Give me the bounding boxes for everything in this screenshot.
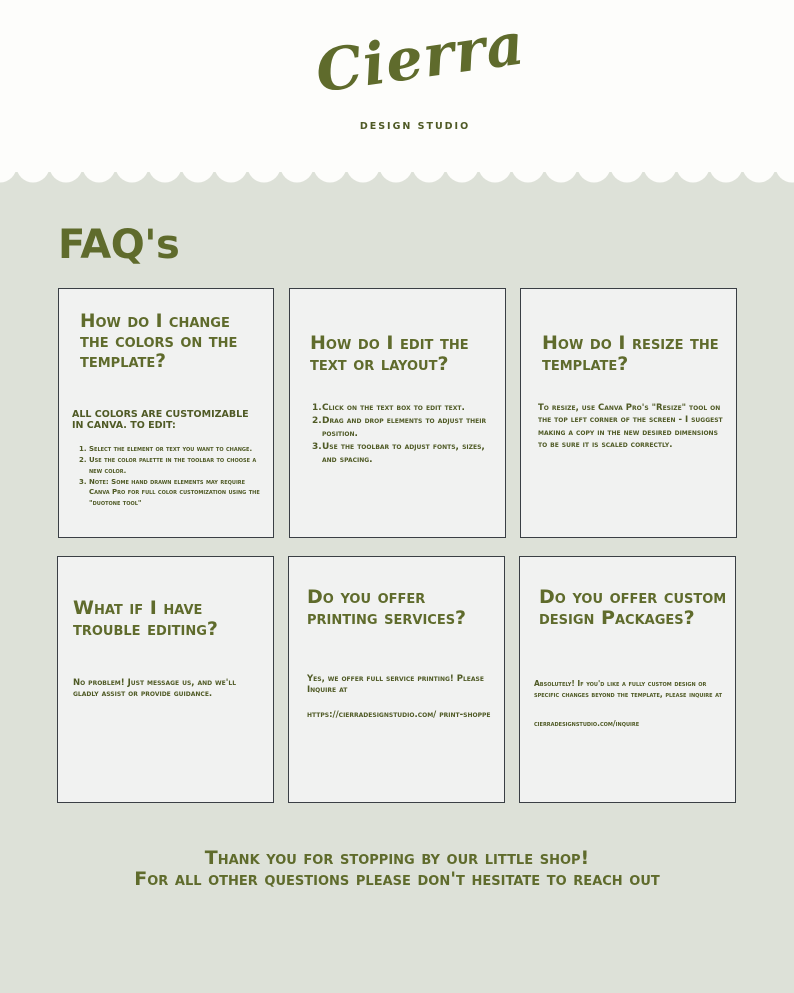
inquire-link[interactable]: cierradesignstudio.com/inquire <box>534 719 640 728</box>
scallop <box>347 166 380 183</box>
scallop <box>776 166 794 183</box>
faq-steps <box>312 402 500 467</box>
faq-question: What if I have trouble editing? <box>73 597 218 640</box>
print-shop-link[interactable]: https://cierradesignstudio.com/ print-shoppe <box>307 710 491 720</box>
faq-card-custom <box>519 556 736 803</box>
scallop <box>0 166 17 183</box>
faq-card-trouble <box>57 556 274 803</box>
brand-subtitle: DESIGN STUDIO <box>359 121 471 132</box>
scallop <box>644 166 677 183</box>
faq-card-printing <box>288 556 505 803</box>
faq-question: How do I edit the text or layout? <box>310 332 469 375</box>
faq-step: 3. Use the toolbar to adjust fonts, sizes, and spacing. <box>312 442 485 466</box>
faq-answer: Yes, we offer full service printing! Please Inquire at <box>307 674 484 696</box>
scallop <box>446 166 479 183</box>
scallop <box>182 166 215 183</box>
scallop <box>248 166 281 183</box>
scallop <box>413 166 446 183</box>
faq-card-colors <box>58 288 274 538</box>
faq-step: 1. Click on the text box to edit text. <box>312 403 465 413</box>
brand-logo: Cierra <box>311 9 529 106</box>
faq-answer: No problem! Just message us, and we'll gladly assist or provide guidance. <box>73 678 237 700</box>
scallop <box>545 166 578 183</box>
faq-question: Do you offer printing services? <box>307 586 467 629</box>
scallop <box>479 166 512 183</box>
scallop <box>710 166 743 183</box>
faq-card-resize <box>520 288 737 538</box>
scalloped-edge <box>0 166 794 188</box>
scallop <box>677 166 710 183</box>
faq-step: 3. Note: Some hand drawn elements may require Canva Pro for full color customization using the "duotone tool" <box>79 477 260 508</box>
faq-step: 1. Select the element or text you want to change. <box>79 445 253 453</box>
scallop <box>578 166 611 183</box>
faq-answer: To resize, use Canva Pro's "Resize" tool on the top left corner of the screen - I suggest making a copy in the new desired dimensions to be sure it is scaled correctly. <box>538 403 723 450</box>
faq-question: How do I change the colors on the template? <box>80 311 238 372</box>
scallop <box>314 166 347 183</box>
scallop <box>17 166 50 183</box>
faq-question: Do you offer custom design Packages? <box>539 586 727 629</box>
scallop <box>512 166 545 183</box>
scallop <box>215 166 248 183</box>
faq-answer: Absolutely! If you'd like a fully custom design or specific changes beyond the template, please inquire at <box>534 679 723 699</box>
footer-line-2: For all other questions please don't hesitate to reach out <box>134 868 660 891</box>
scallop <box>743 166 776 183</box>
scallop <box>281 166 314 183</box>
scallop <box>149 166 182 183</box>
faq-card-edit <box>289 288 506 538</box>
scallop <box>380 166 413 183</box>
scallop <box>83 166 116 183</box>
faq-step: 2. Drag and drop elements to adjust their position. <box>312 416 487 440</box>
footer-message <box>0 848 794 891</box>
faq-steps <box>79 444 265 509</box>
scallop <box>50 166 83 183</box>
footer-line-1: Thank you for stopping by our little shop! <box>204 847 590 869</box>
scallop <box>611 166 644 183</box>
faq-question: How do I resize the template? <box>542 332 719 375</box>
page-title: FAQ's <box>58 222 180 268</box>
faq-intro: ALL COLORS ARE CUSTOMIZABLE IN CANVA. TO EDIT: <box>72 409 249 432</box>
faq-step: 2. Use the color palette in the toolbar to choose a new color. <box>79 455 257 475</box>
scallop <box>116 166 149 183</box>
